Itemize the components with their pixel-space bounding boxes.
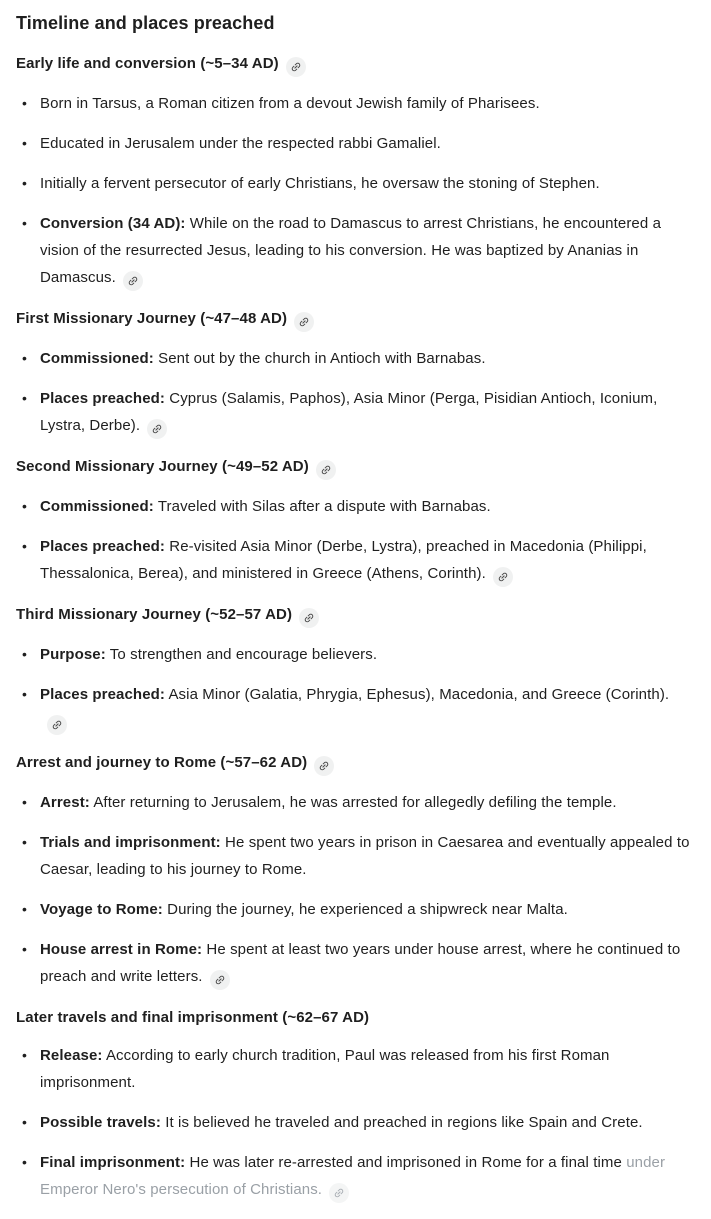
section-heading-text: Arrest and journey to Rome (~57–62 AD) xyxy=(16,754,308,771)
bullet-label: Voyage to Rome: xyxy=(40,901,163,918)
bullet-label: Places preached: xyxy=(40,686,165,703)
bullet-text: According to early church tradition, Paul was released from his first Roman imprisonment. xyxy=(40,1047,610,1091)
link-icon xyxy=(303,612,315,624)
section-heading xyxy=(16,1007,693,1029)
citation-chip[interactable] xyxy=(329,1183,349,1203)
bullet-text: To strengthen and encourage believers. xyxy=(105,646,378,663)
bullet-label: Commissioned: xyxy=(40,498,154,515)
bullet-text: Re-visited Asia Minor (Derbe, Lystra), preached in Macedonia (Philippi, Thessalonica, Berea), and ministered in Greece (Athens, Corinth). xyxy=(40,538,647,582)
list-item xyxy=(16,1149,693,1203)
link-icon xyxy=(497,571,509,583)
section-heading xyxy=(16,308,693,332)
section-heading xyxy=(16,604,693,628)
page-title: Timeline and places preached xyxy=(16,13,275,33)
list-item xyxy=(16,130,693,157)
bullet-text: Initially a fervent persecutor of early Christians, he oversaw the stoning of Stephen. xyxy=(40,175,600,192)
citation-chip[interactable] xyxy=(210,970,230,990)
citation-chip[interactable] xyxy=(147,419,167,439)
bullet-text: During the journey, he experienced a shipwreck near Malta. xyxy=(162,901,568,918)
bullet-label: House arrest in Rome: xyxy=(40,941,203,958)
bullet-label: Conversion (34 AD): xyxy=(40,215,186,232)
citation-chip[interactable] xyxy=(493,567,513,587)
bullet-list xyxy=(16,789,693,990)
section-heading-text: Early life and conversion (~5–34 AD) xyxy=(16,55,279,72)
bullet-label: Arrest: xyxy=(40,794,90,811)
link-icon xyxy=(318,760,330,772)
citation-chip[interactable] xyxy=(286,57,306,77)
section-heading xyxy=(16,752,693,776)
sections-container xyxy=(16,53,693,1203)
bullet-text: It is believed he traveled and preached in regions like Spain and Crete. xyxy=(160,1114,643,1131)
list-item xyxy=(16,533,693,587)
citation-chip[interactable] xyxy=(294,312,314,332)
bullet-list xyxy=(16,345,693,439)
bullet-label: Places preached: xyxy=(40,538,165,555)
bullet-label: Commissioned: xyxy=(40,350,154,367)
list-item xyxy=(16,829,693,883)
citation-chip[interactable] xyxy=(316,460,336,480)
bullet-label: Places preached: xyxy=(40,390,165,407)
citation-chip[interactable] xyxy=(47,715,67,735)
bullet-text: While on the road to Damascus to arrest Christians, he encountered a vision of the resurrected Jesus, leading to his conversion. He was baptized by Ananias in Damascus. xyxy=(40,215,662,286)
bullet-label: Final imprisonment: xyxy=(40,1154,186,1171)
link-icon xyxy=(214,974,226,986)
bullet-list xyxy=(16,493,693,587)
link-icon xyxy=(151,423,163,435)
list-item xyxy=(16,345,693,372)
citation-chip[interactable] xyxy=(299,608,319,628)
bullet-text: Cyprus (Salamis, Paphos), Asia Minor (Perga, Pisidian Antioch, Iconium, Lystra, Derbe). xyxy=(40,390,658,434)
link-icon xyxy=(320,464,332,476)
bullet-text: Asia Minor (Galatia, Phrygia, Ephesus), Macedonia, and Greece (Corinth). xyxy=(165,686,670,703)
list-item xyxy=(16,90,693,117)
list-item xyxy=(16,493,693,520)
list-item xyxy=(16,385,693,439)
bullet-list xyxy=(16,90,693,291)
link-icon xyxy=(333,1187,345,1199)
link-icon xyxy=(51,719,63,731)
link-icon xyxy=(127,275,139,287)
bullet-label: Possible travels: xyxy=(40,1114,161,1131)
bullet-label: Purpose: xyxy=(40,646,106,663)
bullet-text-muted: under Emperor Nero's persecution of Christians. xyxy=(40,1154,666,1198)
list-item xyxy=(16,681,693,735)
list-item xyxy=(16,1042,693,1096)
bullet-list xyxy=(16,641,693,735)
link-icon xyxy=(298,316,310,328)
section-heading-text: Later travels and final imprisonment (~62–67 AD) xyxy=(16,1009,370,1026)
list-item xyxy=(16,210,693,291)
list-item xyxy=(16,641,693,668)
bullet-text: Traveled with Silas after a dispute with Barnabas. xyxy=(153,498,491,515)
citation-chip[interactable] xyxy=(123,271,143,291)
section-heading-text: First Missionary Journey (~47–48 AD) xyxy=(16,310,288,327)
bullet-label: Trials and imprisonment: xyxy=(40,834,221,851)
list-item xyxy=(16,936,693,990)
list-item xyxy=(16,789,693,816)
bullet-label: Release: xyxy=(40,1047,103,1064)
section-heading-text: Third Missionary Journey (~52–57 AD) xyxy=(16,606,293,623)
link-icon xyxy=(290,61,302,73)
list-item xyxy=(16,170,693,197)
section-heading-text: Second Missionary Journey (~49–52 AD) xyxy=(16,458,309,475)
citation-chip[interactable] xyxy=(314,756,334,776)
bullet-text: He was later re-arrested and imprisoned in Rome for a final time xyxy=(185,1154,627,1171)
bullet-text: He spent two years in prison in Caesarea and eventually appealed to Caesar, leading to his journey to Rome. xyxy=(40,834,690,878)
bullet-text: After returning to Jerusalem, he was arrested for allegedly defiling the temple. xyxy=(89,794,617,811)
list-item xyxy=(16,896,693,923)
bullet-list xyxy=(16,1042,693,1203)
bullet-text: Sent out by the church in Antioch with Barnabas. xyxy=(153,350,486,367)
bullet-text: Born in Tarsus, a Roman citizen from a devout Jewish family of Pharisees. xyxy=(40,95,540,112)
section-heading xyxy=(16,456,693,480)
bullet-text: Educated in Jerusalem under the respected rabbi Gamaliel. xyxy=(40,135,441,152)
bullet-text: He spent at least two years under house arrest, where he continued to preach and write letters. xyxy=(40,941,681,985)
section-heading xyxy=(16,53,693,77)
list-item xyxy=(16,1109,693,1136)
